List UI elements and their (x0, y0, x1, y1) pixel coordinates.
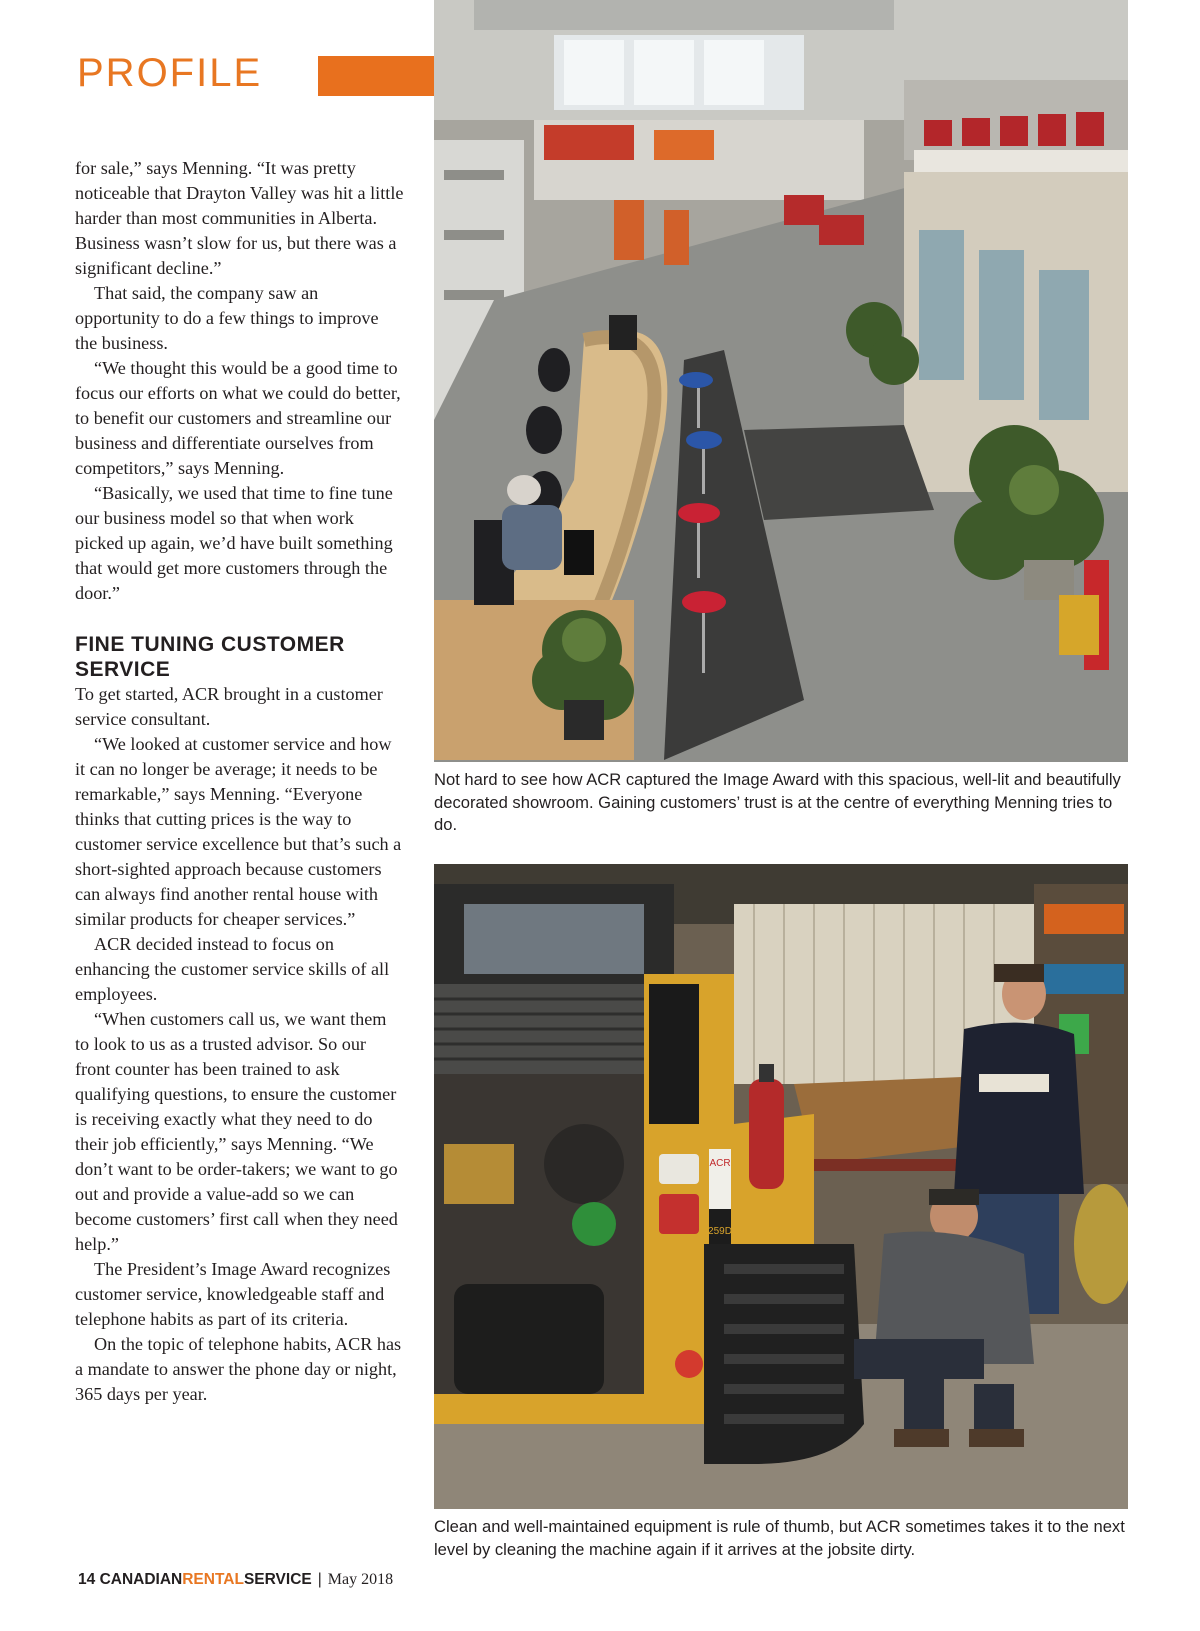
article-paragraph: On the topic of telephone habits, ACR has a mandate to answer the phone day or night, 365 days per year. (75, 1334, 402, 1404)
machine-model-label: 259D (708, 1226, 732, 1237)
article-paragraph: ACR decided instead to focus on enhancing the customer service skills of all employees. (75, 934, 390, 1004)
magazine-name (100, 1571, 312, 1588)
section-accent-bar (318, 56, 434, 96)
article-paragraph: “We thought this would be a good time to focus our efforts on what we could do better, to benefit our customers and streamline our business and differentiate ourselves from competitors,” says Menning. (75, 358, 401, 478)
magazine-name-part-2: RENTAL (182, 1571, 244, 1588)
article-paragraph: To get started, ACR brought in a customer service consultant. (75, 684, 383, 729)
page-footer (78, 1570, 393, 1590)
magazine-name-part-1: CANADIAN (99, 1571, 183, 1588)
magazine-name-part-3: SERVICE (243, 1571, 312, 1588)
article-paragraph: The President’s Image Award recognizes customer service, knowledgeable staff and telephone habits as part of its criteria. (75, 1259, 391, 1329)
showroom-photo (434, 0, 1128, 762)
section-label: PROFILE (77, 51, 263, 95)
article-paragraph: “When customers call us, we want them to look to us as a trusted advisor. So our front counter has been trained to ask qualifying questions, to ensure the customer is receiving exactly what they need to do their job efficiently,” says Menning. “We don’t want to be order-takers; we want to go out and provide a value-add so we can become customers’ first call when they need help.” (75, 1009, 398, 1254)
equipment-photo (434, 864, 1128, 1509)
page-number: 14 (78, 1571, 96, 1588)
article-column (75, 156, 405, 1407)
machine-decal: ACR (709, 1158, 731, 1169)
article-paragraph: “We looked at customer service and how it can no longer be average; it needs to be remarkable,” says Menning. “Everyone thinks that cutting prices is the way to customer service excellence but that’s such a short-sighted approach because customers can always find another rental house with similar products for cheaper services.” (75, 734, 402, 929)
article-paragraph: That said, the company saw an opportunity to do a few things to improve the business. (75, 283, 379, 353)
footer-separator: | (317, 1571, 322, 1588)
equipment-photo-caption: Clean and well-maintained equipment is rule of thumb, but ACR sometimes takes it to the next level by cleaning the machine again if it arrives at the jobsite dirty. (434, 1517, 1125, 1559)
article-paragraph: for sale,” says Menning. “It was pretty noticeable that Drayton Valley was hit a little harder than most communities in Alberta. Business wasn’t slow for us, but there was a significant decline.” (75, 158, 404, 278)
issue-date: May 2018 (327, 1571, 394, 1588)
article-paragraph: “Basically, we used that time to fine tune our business model so that when work picked up again, we’d have built something that would get more customers through the door.” (75, 483, 393, 603)
showroom-photo-caption: Not hard to see how ACR captured the Image Award with this spacious, well-lit and beautifully decorated showroom. Gaining customers’ trust is at the centre of everything Menning tries to do. (434, 770, 1121, 834)
article-subheading: FINE TUNING CUSTOMER SERVICE (75, 633, 345, 681)
